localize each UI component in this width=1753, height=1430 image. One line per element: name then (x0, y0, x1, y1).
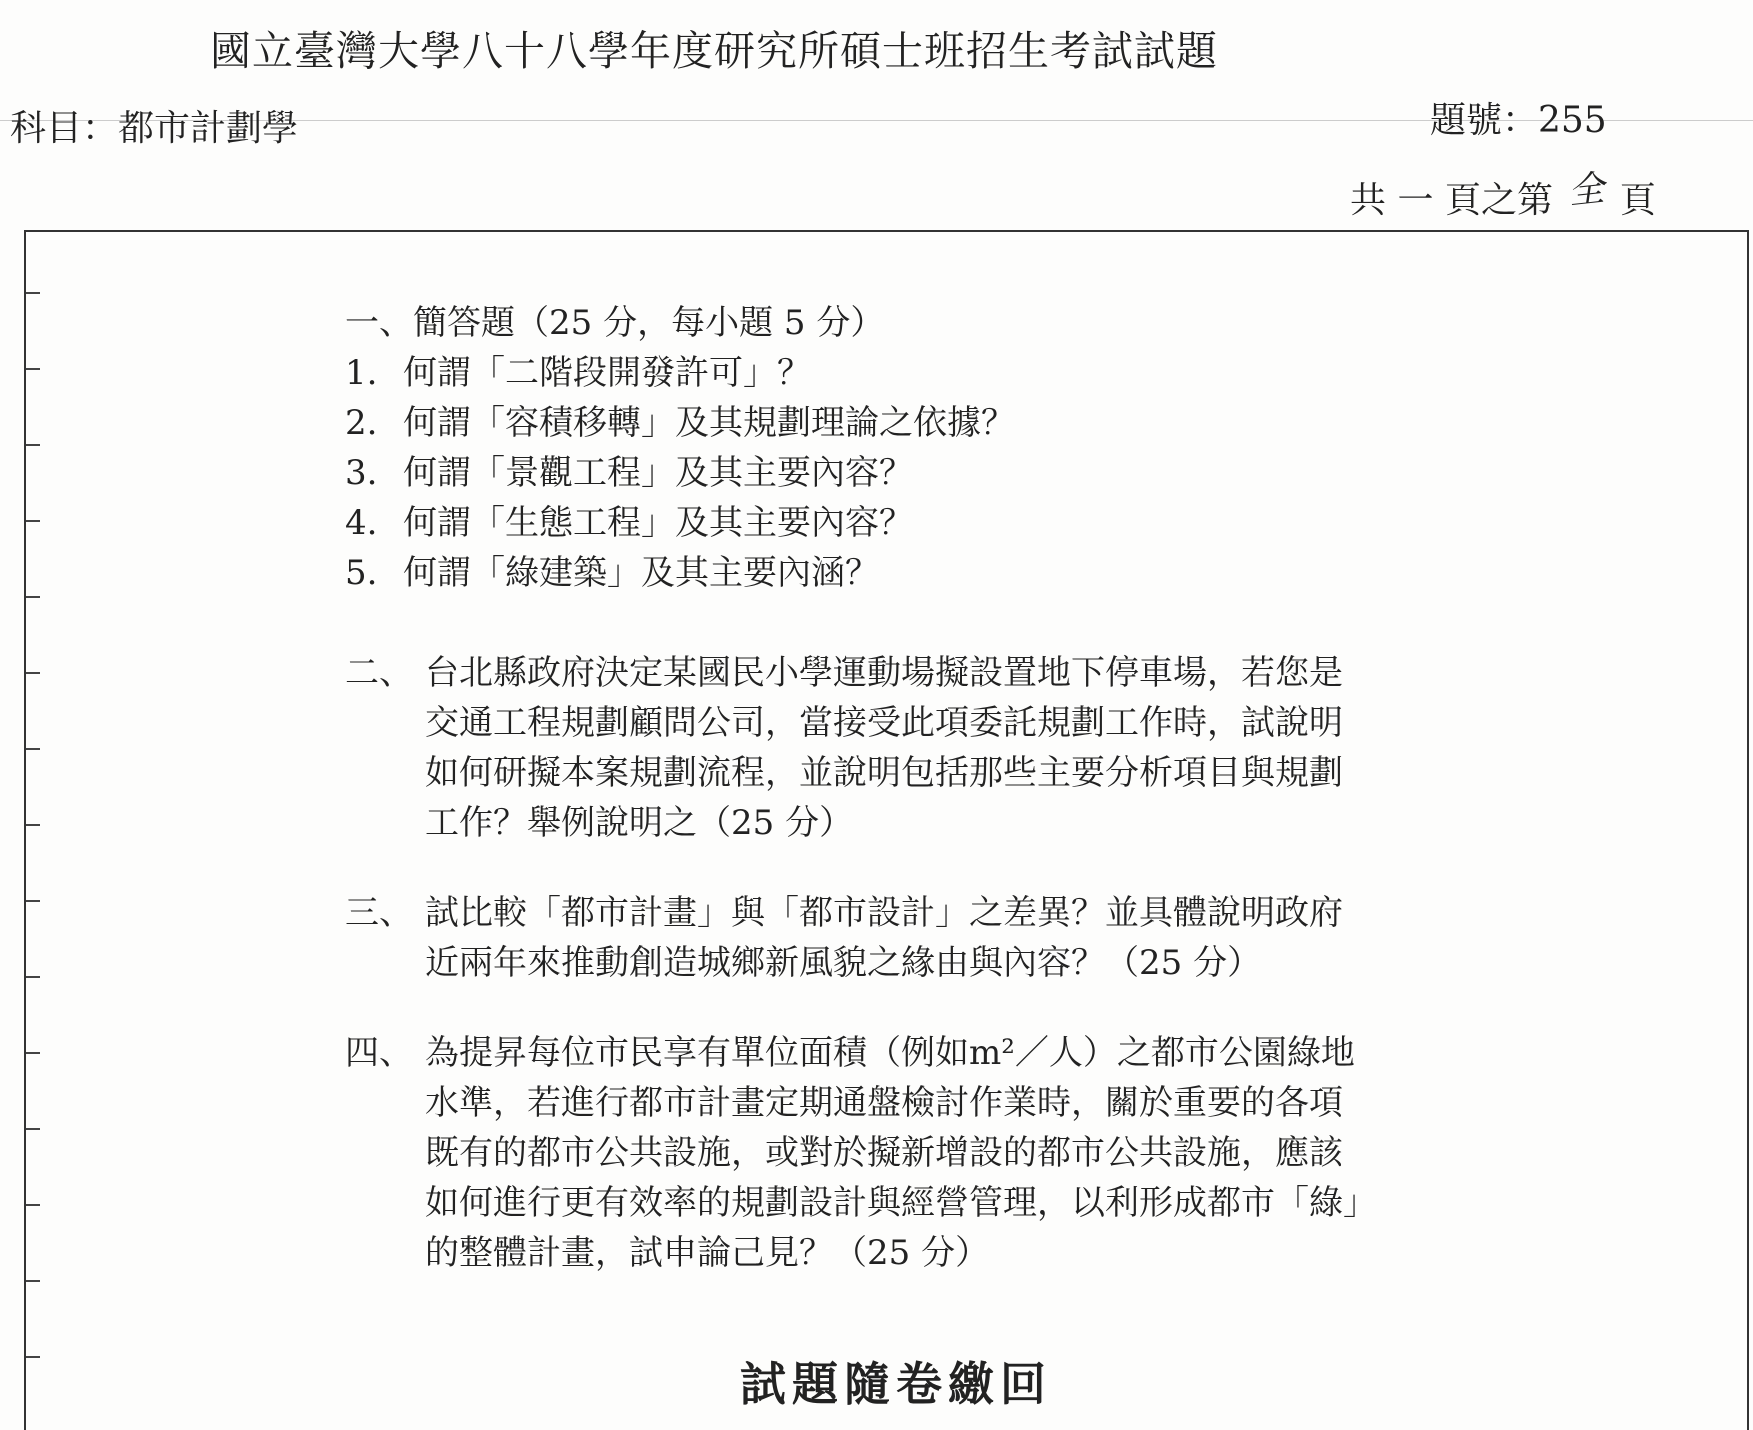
margin-tick (26, 976, 40, 978)
margin-tick (26, 444, 40, 446)
return-paper-note: 試題隨卷繳回 (740, 1357, 1052, 1411)
short-answer-item: 2. 何謂「容積移轉」及其規劃理論之依據？ (345, 403, 1015, 443)
margin-tick (26, 1052, 40, 1054)
section-title: 一、簡答題（25 分，每小題 5 分） (345, 303, 885, 343)
margin-tick (26, 596, 40, 598)
question-2 (345, 648, 1485, 848)
page-suffix: 頁 (1619, 180, 1656, 221)
question-line: 的整體計畫，試申論己見？（25 分） (425, 1233, 990, 1273)
short-answer-item: 3. 何謂「景觀工程」及其主要內容？ (345, 453, 913, 493)
margin-tick (26, 1356, 40, 1358)
exam-content (345, 298, 1485, 1278)
margin-tick (26, 824, 40, 826)
page-total: 一 (1397, 180, 1434, 221)
question-number: 三、 (345, 893, 413, 933)
margin-tick (26, 900, 40, 902)
question-line: 為提昇每位市民享有單位面積（例如m²／人）之都市公園綠地 (425, 1033, 1355, 1073)
short-answer-item: 4. 何謂「生態工程」及其主要內容？ (345, 503, 913, 543)
question-line: 如何研擬本案規劃流程，並說明包括那些主要分析項目與規劃 (425, 753, 1343, 793)
margin-tick (26, 520, 40, 522)
subject-label: 科目：都市計劃學 (10, 108, 299, 149)
question-3 (345, 888, 1485, 988)
question-line: 近兩年來推動創造城鄉新風貌之緣由與內容？（25 分） (425, 943, 1262, 983)
margin-tick (26, 1204, 40, 1206)
question-line: 如何進行更有效率的規劃設計與經營管理，以利形成都市「綠」 (425, 1183, 1377, 1223)
margin-tick (26, 1280, 40, 1282)
page-prefix: 共 (1350, 180, 1387, 221)
page-middle: 頁之第 (1444, 180, 1553, 221)
margin-tick (26, 368, 40, 370)
margin-tick (26, 292, 40, 294)
margin-tick (26, 748, 40, 750)
question-code: 題號：255 (1430, 100, 1607, 141)
page-info (1350, 168, 1656, 223)
question-line: 工作？舉例說明之（25 分） (425, 803, 854, 843)
question-line: 試比較「都市計畫」與「都市設計」之差異？並具體說明政府 (425, 893, 1343, 933)
section-short-answer (345, 298, 1485, 598)
margin-tick (26, 1128, 40, 1130)
question-4 (345, 1028, 1485, 1278)
page-current-handwritten: 全 (1566, 168, 1607, 213)
question-line: 水準，若進行都市計畫定期通盤檢討作業時，關於重要的各項 (425, 1083, 1343, 1123)
exam-title: 國立臺灣大學八十八學年度研究所碩士班招生考試試題 (210, 27, 1218, 75)
short-answer-item: 5. 何謂「綠建築」及其主要內涵？ (345, 553, 879, 593)
question-line: 交通工程規劃顧問公司，當接受此項委託規劃工作時，試說明 (425, 703, 1343, 743)
margin-tick (26, 672, 40, 674)
short-answer-item: 1. 何謂「二階段開發許可」？ (345, 353, 811, 393)
question-number: 二、 (345, 653, 413, 693)
question-number: 四、 (345, 1033, 413, 1073)
question-line: 台北縣政府決定某國民小學運動場擬設置地下停車場，若您是 (425, 653, 1343, 693)
question-line: 既有的都市公共設施，或對於擬新增設的都市公共設施，應該 (425, 1133, 1343, 1173)
